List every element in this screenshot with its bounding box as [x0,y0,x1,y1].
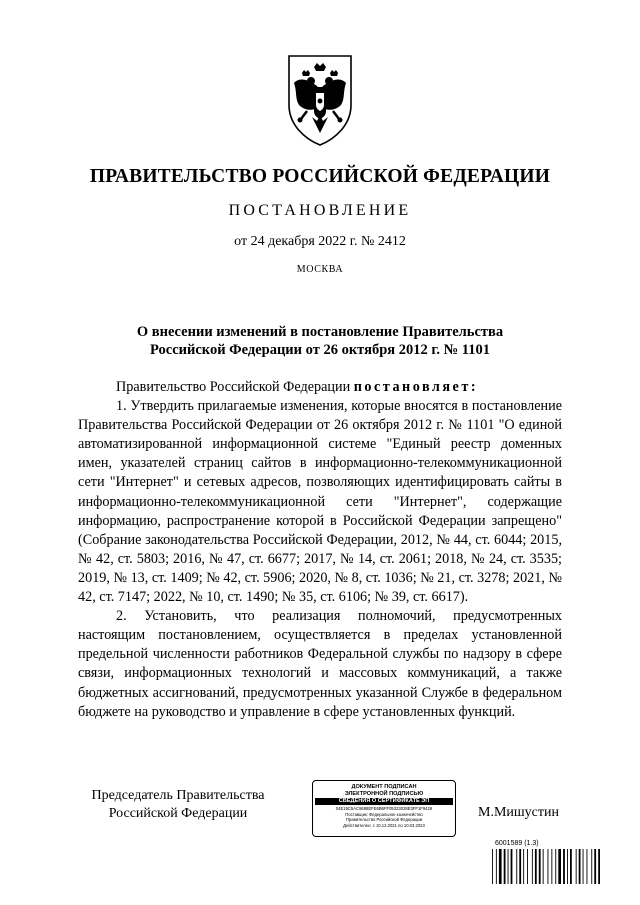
document-type: ПОСТАНОВЛЕНИЕ [228,202,412,219]
decree-intro [78,378,562,397]
document-subject [78,323,562,359]
barcode-icon [492,849,602,884]
coat-of-arms-emblem [285,53,355,147]
subject-line-2: Российской Федерации от 26 октября 2012 г. № 1101 [150,342,490,358]
stamp-line-1: ДОКУМЕНТ ПОДПИСАН [351,784,417,790]
document-date-number: от 24 декабря 2022 г. № 2412 [234,234,406,249]
decree-item-2: 2. Установить, что реализация полномочий, предусмотренных настоящим постановлением, осуществляется в пределах установленной предельной численности работников Федеральной службы по надзору в сфере связи, информационных технологий и массовых коммуникаций, а также бюджетных ассигнований, предусмотренных указанной Службе в федеральном бюджете на руководство и управление в сфере установленных функций. [78,608,562,720]
stamp-validity: Действителен: с 10.12.2021 по 10.03.2023 [343,822,425,828]
subject-line-1: О внесении изменений в постановление Правительства [136,324,504,340]
stamp-certificate-band: СВЕДЕНИЯ О СЕРТИФИКАТЕ ЭП [315,798,453,805]
signer-name: М.Мишустин [478,805,559,820]
stamp-issuer-2: Правительство Российской Федерации [345,817,423,823]
barcode-number: 6001589 (1.3) [495,840,539,847]
electronic-signature-stamp [312,780,456,837]
government-title: ПРАВИТЕЛЬСТВО РОССИЙСКОЙ ФЕДЕРАЦИИ [89,166,551,187]
signer-title-line-2: Российской Федерации [108,806,248,821]
stamp-line-2: ЭЛЕКТРОННОЙ ПОДПИСЬЮ [344,790,424,797]
decree-item-1: 1. Утвердить прилагаемые изменения, которые вносятся в постановление Правительства Российской Федерации от 26 октября 2012 г. № 1101 "О единой автоматизированной информационной системе "Единый реестр доменных имен, указателей страниц сайтов в информационно-телекоммуникационной сети "Интернет" и сетевых адресов, позволяющих идентифицировать сайты в информационно-телекоммуникационной сети "Интернет", содержащие информацию, распространение которой в Российской Федерации запрещено" (Собрание законодательства Российской Федерации, 2012, № 44, ст. 6044; 2015, № 42, ст. 5803; 2016, № 47, ст. 6677; 2017, № 14, ст. 2061; 2018, № 24, ст. 3535; 2019, № 13, ст. 1409; № 42, ст. 5906; 2020, № 8, ст. 1036; № 21, ст. 3278; 2021, № 42, ст. 7147; 2022, № 10, ст. 1490; № 35, ст. 6106; № 39, ст. 6617). [78,398,562,606]
document-body [78,378,562,722]
decree-word: постановляет: [353,379,479,395]
signer-title [78,787,278,823]
decree-intro-text: Правительство Российской Федерации [116,379,354,395]
stamp-serial: 04E15C5AC9688EFE6B6FF05323028E3FF1F9426 [335,806,433,811]
signer-title-line-1: Председатель Правительства [91,788,265,803]
stamp-issuer-1: Поставщик: Федеральное казначейство [345,811,423,817]
document-city: МОСКВА [296,264,344,275]
